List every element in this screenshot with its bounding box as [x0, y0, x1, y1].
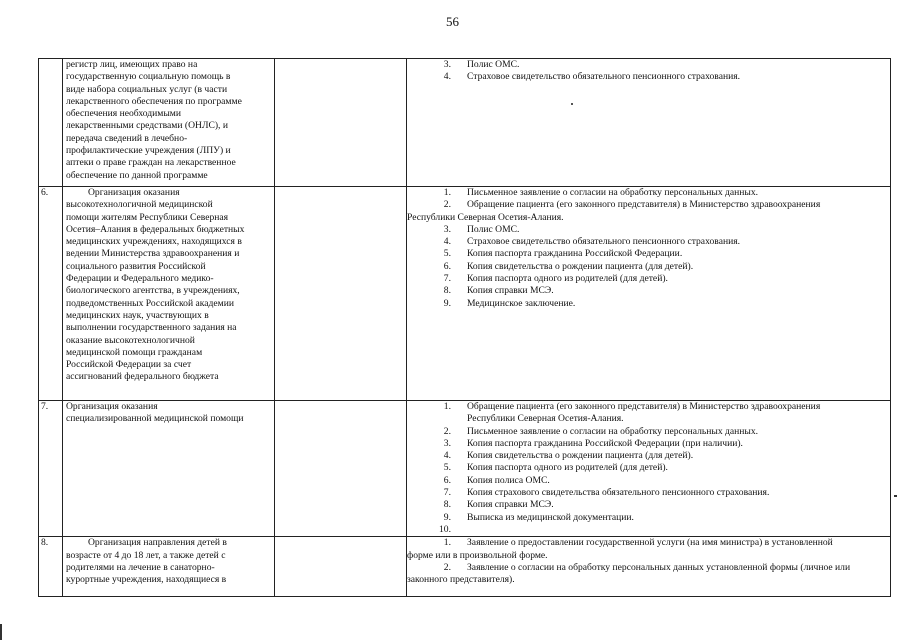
service-name-line: регистр лиц, имеющих право на — [66, 59, 198, 70]
document-item — [407, 59, 887, 71]
documents-cell — [407, 401, 891, 537]
table-row — [39, 187, 891, 401]
document-number: 3. — [443, 223, 451, 235]
document-number: 5. — [443, 462, 451, 474]
document-text-continuation: форме или в произвольной форме. — [407, 549, 548, 561]
empty-cell — [275, 401, 407, 537]
document-item — [407, 537, 887, 549]
service-name-line: медицинской помощи гражданам — [66, 346, 203, 358]
document-text: Страховое свидетельство обязательного пенсионного страхования. — [467, 236, 741, 248]
document-item — [407, 71, 887, 83]
empty-cell — [275, 59, 407, 187]
service-name-line: обеспечения необходимыми — [66, 108, 182, 120]
service-name-line: ведении Министерства здравоохранения и — [66, 248, 240, 260]
document-text: Копия паспорта гражданина Российской Федерации (при наличии). — [467, 437, 743, 449]
service-name-line: медицинских наук, участвующих в — [66, 309, 209, 321]
scan-speck — [894, 495, 897, 497]
document-number: 8. — [443, 285, 451, 297]
service-name-line: передача сведений в лечебно- — [66, 132, 188, 144]
document-text: Копия полиса ОМС. — [467, 474, 550, 486]
document-text-continuation: Республики Северная Осетия-Алания. — [407, 211, 564, 223]
document-text-continuation: Республики Северная Осетия-Алания. — [467, 413, 624, 425]
service-name-line: родителями на лечение в санаторно- — [66, 561, 215, 573]
document-number: 1. — [443, 537, 451, 549]
scan-edge-mark — [0, 624, 2, 640]
row-number: 7. — [39, 401, 63, 537]
service-name-line: Российской Федерации за счет — [66, 359, 192, 371]
service-name-line: обеспечение по данной программе — [66, 169, 208, 181]
service-name-cell — [63, 187, 275, 401]
empty-cell — [275, 187, 407, 401]
document-text: Копия свидетельства о рождении пациента (для детей). — [467, 260, 694, 272]
service-name-line: специализированной медицинской помощи — [66, 413, 244, 425]
documents-cell — [407, 187, 891, 401]
row-number: 8. — [39, 537, 63, 597]
service-name-line: биологического агентства, в учреждениях, — [66, 285, 240, 297]
row-number — [39, 59, 63, 187]
document-number: 3. — [443, 437, 451, 449]
service-name-line: лекарственными средствами (ОНЛС), и — [66, 120, 228, 132]
service-name-line: Организация оказания — [66, 401, 158, 412]
document-item — [407, 475, 887, 487]
service-name-line: высокотехнологичной медицинской — [66, 199, 213, 211]
document-number: 4. — [443, 450, 451, 462]
document-item — [407, 401, 887, 413]
document-item — [407, 273, 887, 285]
document-text: Копия справки МСЭ. — [467, 499, 554, 511]
document-text: Полис ОМС. — [467, 223, 520, 235]
document-number: 3. — [443, 59, 451, 70]
service-name-cell — [63, 401, 275, 537]
document-text: Копия паспорта одного из родителей (для детей). — [467, 462, 668, 474]
document-item — [407, 487, 887, 499]
document-item — [407, 199, 887, 211]
document-text: Медицинское заключение. — [467, 297, 576, 309]
document-item — [407, 462, 887, 474]
document-number: 5. — [443, 248, 451, 260]
service-name-line: лекарственного обеспечения по программе — [66, 95, 242, 107]
document-item — [407, 499, 887, 511]
document-text: Обращение пациента (его законного представителя) в Министерство здравоохранения — [467, 199, 821, 211]
page-number: 56 — [446, 14, 459, 29]
document-text: Копия паспорта одного из родителей (для детей). — [467, 273, 668, 285]
document-item — [407, 298, 887, 310]
document-number: 2. — [443, 561, 451, 573]
document-number: 9. — [443, 297, 451, 309]
service-name-cell — [63, 537, 275, 597]
document-item — [407, 438, 887, 450]
service-name-line: виде набора социальных услуг (в части — [66, 83, 228, 95]
documents-cell — [407, 59, 891, 187]
document-text: Страховое свидетельство обязательного пенсионного страхования. — [467, 71, 741, 83]
document-number: 7. — [443, 273, 451, 285]
document-item — [407, 236, 887, 248]
service-name-line: аптеки о праве граждан на лекарственное — [66, 157, 236, 169]
service-name-line: выполнении государственного задания на — [66, 322, 237, 334]
service-name-line: оказание высокотехнологичной — [66, 334, 195, 346]
document-text: Обращение пациента (его законного представителя) в Министерство здравоохранения — [467, 401, 821, 412]
document-number: 4. — [443, 236, 451, 248]
document-text: Заявление о согласии на обработку персональных данных установленной формы (личное или — [467, 561, 851, 573]
document-text: Копия свидетельства о рождении пациента (для детей). — [467, 450, 694, 462]
document-item — [407, 224, 887, 236]
document-text-continuation: законного представителя). — [407, 574, 515, 586]
document-item — [407, 562, 887, 574]
document-number: 8. — [443, 499, 451, 511]
table-row — [39, 537, 891, 597]
document-text: Копия справки МСЭ. — [467, 285, 554, 297]
service-name-line: Федерации и Федерального медико- — [66, 273, 214, 285]
empty-cell — [275, 537, 407, 597]
service-name-line: Организация направления детей в — [88, 537, 227, 549]
service-name-line: Осетия–Алания в федеральных бюджетных — [66, 223, 245, 235]
document-text: Выписка из медицинской документации. — [467, 511, 634, 523]
service-name-line: помощи жителям Республики Северная — [66, 211, 229, 223]
document-number: 9. — [443, 511, 451, 523]
document-item — [407, 248, 887, 260]
service-name-line: ассигнований федерального бюджета — [66, 371, 219, 383]
document-item — [407, 512, 887, 524]
document-number: 7. — [443, 487, 451, 499]
document-text: Заявление о предоставлении государственной услуги (на имя министра) в установленной — [467, 537, 833, 549]
document-text: Письменное заявление о согласии на обработку персональных данных. — [467, 187, 759, 198]
document-text — [467, 524, 887, 536]
service-name-line: государственную социальную помощь в — [66, 71, 231, 83]
document-number: 2. — [443, 425, 451, 437]
service-name-line: подведомственных Российской академии — [66, 297, 234, 309]
document-number: 6. — [443, 260, 451, 272]
document-number: 4. — [443, 71, 451, 83]
service-name-line: курортные учреждения, находящиеся в — [66, 574, 227, 586]
table-row — [39, 59, 891, 187]
document-number: 2. — [443, 199, 451, 211]
service-name-cell — [63, 59, 275, 187]
row-number: 6. — [39, 187, 63, 401]
document-item — [407, 285, 887, 297]
document-item — [407, 524, 887, 536]
document-text: Полис ОМС. — [467, 59, 520, 70]
service-name-line: медицинских учреждениях, находящихся в — [66, 236, 242, 248]
document-number: 6. — [443, 474, 451, 486]
service-name-line: профилактические учреждения (ЛПУ) и — [66, 145, 231, 157]
service-name-line: Организация оказания — [88, 187, 180, 198]
service-name-line: возрасте от 4 до 18 лет, а также детей с — [66, 549, 226, 561]
document-number: 1. — [443, 187, 451, 198]
document-text: Письменное заявление о согласии на обработку персональных данных. — [467, 425, 759, 437]
document-item — [407, 450, 887, 462]
document-text: Копия паспорта гражданина Российской Федерации. — [467, 248, 683, 260]
document-item — [407, 426, 887, 438]
service-name-line: социального развития Российской — [66, 260, 206, 272]
document-number: 1. — [443, 401, 451, 412]
document-number: 10. — [439, 523, 451, 535]
document-item — [407, 187, 887, 199]
document-item — [407, 261, 887, 273]
documents-cell — [407, 537, 891, 597]
document-text: Копия страхового свидетельства обязательного пенсионного страхования. — [467, 487, 770, 499]
table-row — [39, 401, 891, 537]
services-table — [38, 58, 891, 597]
